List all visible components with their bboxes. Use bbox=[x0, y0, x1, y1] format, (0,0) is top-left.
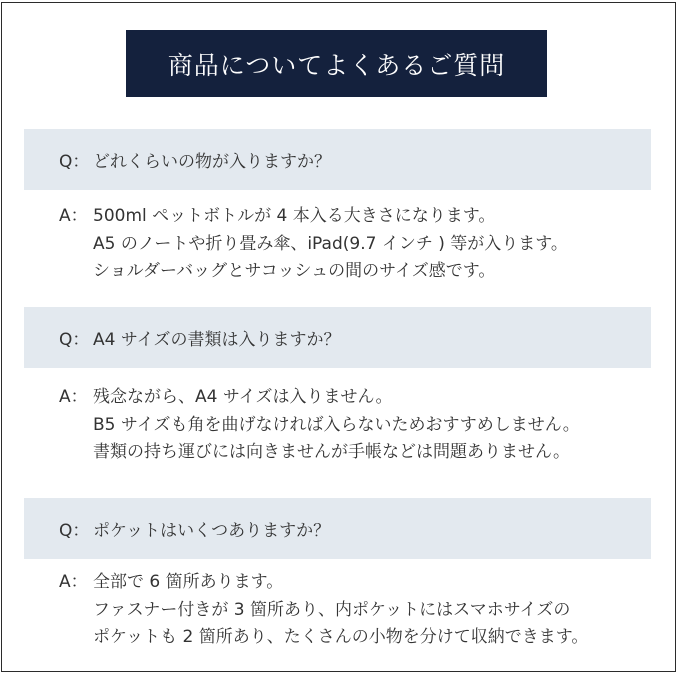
answer-line bbox=[59, 569, 659, 597]
answer-line-text: 500ml ペットボトルが 4 本入る大きさになります。 bbox=[93, 206, 496, 226]
faq-question-2 bbox=[24, 307, 651, 368]
answer-line: 書類の持ち運びには向きませんが手帳などは問題ありません。 bbox=[93, 442, 571, 462]
answer-prefix: A： bbox=[59, 387, 88, 407]
faq-answer-3 bbox=[59, 569, 659, 652]
answer-line: ファスナー付きが 3 箇所あり、内ポケットにはスマホサイズの bbox=[93, 599, 571, 620]
faq-question-1 bbox=[24, 129, 651, 190]
answer-line: A5 のノートや折り畳み傘、iPad(9.7 インチ ) 等が入ります。 bbox=[93, 233, 568, 254]
answer-line bbox=[59, 384, 659, 412]
answer-prefix: A： bbox=[59, 572, 88, 592]
faq-question-3 bbox=[24, 498, 651, 559]
answer-line-text: 残念ながら、A4 サイズは入りません。 bbox=[93, 387, 393, 407]
answer-line: B5 サイズも角を曲げなければ入らないためおすすめしません。 bbox=[93, 414, 580, 435]
answer-line: ポケットも 2 箇所あり、たくさんの小物を分けて収納できます。 bbox=[93, 627, 589, 647]
question-prefix: Q： bbox=[59, 152, 90, 172]
answer-line: ショルダーバッグとサコッシュの間のサイズ感です。 bbox=[93, 261, 496, 281]
answer-line bbox=[59, 203, 659, 231]
question-prefix: Q： bbox=[59, 330, 90, 350]
question-text: どれくらいの物が入りますか？ bbox=[93, 152, 331, 172]
question-text: ポケットはいくつありますか？ bbox=[93, 521, 331, 541]
question-text: A4 サイズの書類は入りますか？ bbox=[93, 330, 341, 350]
answer-prefix: A： bbox=[59, 206, 88, 226]
answer-line-text: 全部で 6 箇所あります。 bbox=[93, 572, 284, 592]
question-prefix: Q： bbox=[59, 521, 90, 541]
faq-answer-1 bbox=[59, 203, 659, 286]
faq-answer-2 bbox=[59, 384, 659, 467]
faq-title bbox=[126, 30, 547, 97]
faq-title-text: 商品についてよくあるご質問 bbox=[167, 50, 506, 80]
